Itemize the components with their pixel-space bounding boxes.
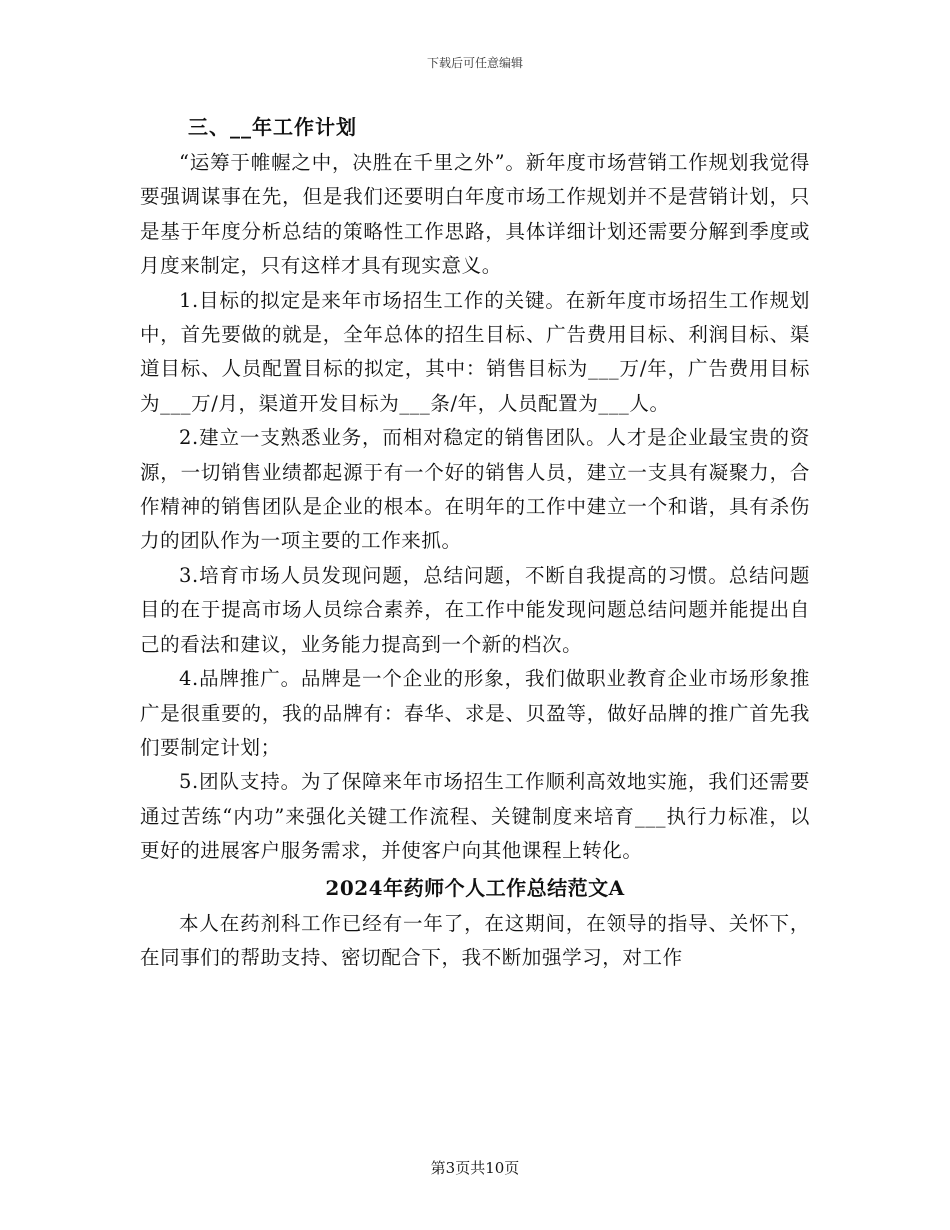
plan-item-4: 4.品牌推广。品牌是一个企业的形象，我们做职业教育企业市场形象推广是很重要的，我的品牌有：春华、求是、贝盈等，做好品牌的推广首先我们要制定计划； xyxy=(140,667,810,759)
section-heading: 三、__年工作计划 xyxy=(188,115,357,139)
intro-paragraph: “运筹于帷幄之中，决胜在千里之外”。新年度市场营销工作规划我觉得要强调谋事在先，但是我们还要明白年度市场工作规划并不是营销计划，只是基于年度分析总结的策略性工作思路，具体详细计划还需要分解到季度或月度来制定，只有这样才具有现实意义。 xyxy=(140,151,810,278)
next-article-title: 2024年药师个人工作总结范文A xyxy=(325,875,625,900)
plan-item-3: 3.培育市场人员发现问题，总结问题，不断自我提高的习惯。总结问题目的在于提高市场人员综合素养，在工作中能发现问题总结问题并能提出自己的看法和建议，业务能力提高到一个新的档次。 xyxy=(140,563,810,656)
page-number: 第3页共10页 xyxy=(430,1159,520,1177)
plan-item-2: 2.建立一支熟悉业务，而相对稳定的销售团队。人才是企业最宝贵的资源，一切销售业绩都起源于有一个好的销售人员，建立一支具有凝聚力，合作精神的销售团队是企业的根本。在明年的工作中建立一个和谐，具有杀伤力的团队作为一项主要的工作来抓。 xyxy=(140,426,810,553)
plan-item-5: 5.团队支持。为了保障来年市场招生工作顺利高效地实施，我们还需要通过苦练“内功”来强化关键工作流程、关键制度来培育___执行力标准，以更好的进展客户服务需求，并使客户向其他课程上转化。 xyxy=(140,770,810,863)
document-body xyxy=(140,112,810,975)
plan-item-1: 1.目标的拟定是来年市场招生工作的关键。在新年度市场招生工作规划中，首先要做的就是，全年总体的招生目标、广告费用目标、利润目标、渠道目标、人员配置目标的拟定，其中：销售目标为___万/年，广告费用目标为___万/月，渠道开发目标为___条/年，人员配置为___人。 xyxy=(140,288,810,415)
next-article-intro: 本人在药剂科工作已经有一年了，在这期间，在领导的指导、关怀下，在同事们的帮助支持、密切配合下，我不断加强学习，对工作 xyxy=(140,911,810,969)
page-header-note: 下载后可任意编辑 xyxy=(426,56,523,70)
